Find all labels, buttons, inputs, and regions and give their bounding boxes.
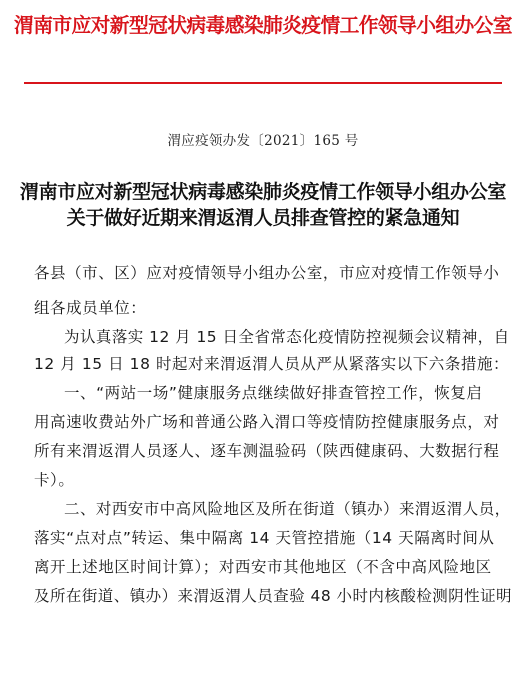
- body-line-7: 所有来渭返渭人员逐人、逐车测温验码（陕西健康码、大数据行程: [34, 442, 500, 460]
- document-number: 渭应疫领办发〔2021〕165 号: [167, 133, 359, 149]
- body-line-10: 落实“点对点”转运、集中隔离 14 天管控措施（14 天隔离时间从: [34, 529, 495, 547]
- body-line-9: 二、对西安市中高风险地区及所在街道（镇办）来渭返渭人员，: [64, 500, 511, 518]
- body-line-11: 离开上述地区时间计算）；对西安市其他地区（不含中高风险地区: [34, 558, 492, 576]
- red-divider-line: [24, 82, 502, 84]
- notice-title-line-1: 渭南市应对新型冠状病毒感染肺炎疫情工作领导小组办公室: [19, 181, 507, 203]
- notice-title-line-2: 关于做好近期来渭返渭人员排查管控的紧急通知: [66, 207, 460, 229]
- body-line-6: 用高速收费站外广场和普通公路入渭口等疫情防控健康服务点，对: [34, 413, 500, 431]
- body-line-8: 卡）。: [34, 471, 75, 489]
- body-line-3: 为认真落实 12 月 15 日全省常态化疫情防控视频会议精神，自: [64, 328, 510, 346]
- issuing-authority-header: 渭南市应对新型冠状病毒感染肺炎疫情工作领导小组办公室: [14, 13, 512, 37]
- body-line-4: 12 月 15 日 18 时起对来渭返渭人员从严从紧落实以下六条措施：: [34, 355, 510, 373]
- body-line-5: 一、“两站一场”健康服务点继续做好排查管控工作，恢复启: [64, 384, 483, 402]
- body-line-12: 及所在街道、镇办）来渭返渭人员查验 48 小时内核酸检测阴性证明: [34, 587, 512, 605]
- body-line-1: 各县（市、区）应对疫情领导小组办公室，市应对疫情工作领导小: [34, 264, 500, 282]
- body-line-2: 组各成员单位：: [34, 299, 147, 317]
